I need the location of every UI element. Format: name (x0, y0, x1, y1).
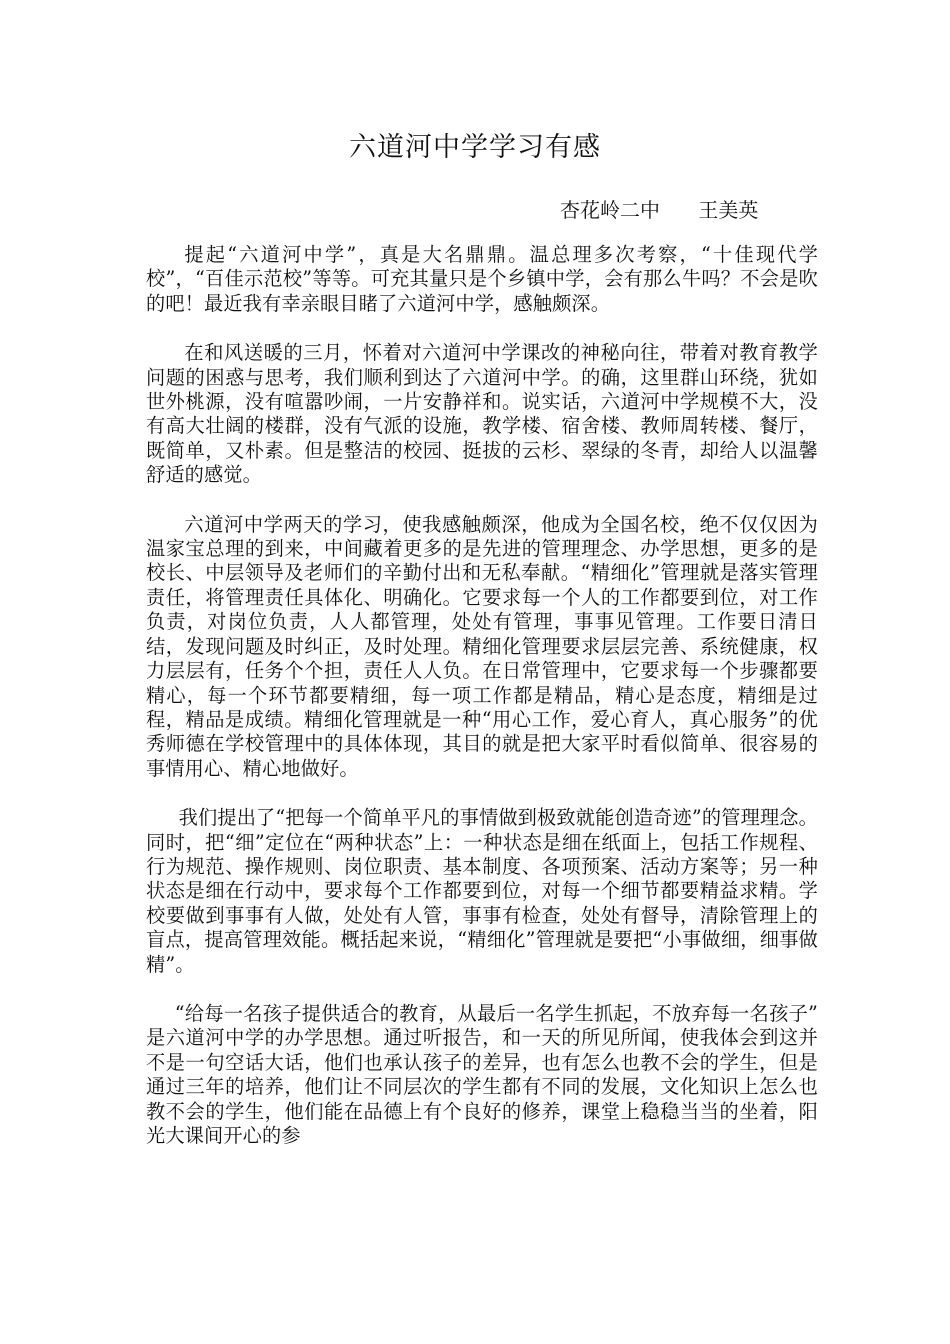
paragraph: 六道河中学两天的学习，使我感触颇深，他成为全国名校，绝不仅仅因为温家宝总理的到来，中间藏着更多的是先进的管理理念、办学思想，更多的是校长、中层领导及老师们的辛勤付出和无私奉献。“精细化”管理就是落实管理责任，将管理责任具体化、明确化。它要求每一个人的工作都要到位，对工作负责，对岗位负责，人人都管理，处处有管理，事事见管理。工作要日清日结，发现问题及时纠正，及时处理。精细化管理要求层层完善、系统健康，权力层层有，任务个个担，责任人人负。在日常管理中，它要求每一个步骤都要精心，每一个环节都要精细，每一项工作都是精品，精心是态度，精细是过程，精品是成绩。精细化管理就是一种“用心工作，爱心育人，真心服务”的优秀师德在学校管理中的具体体现，其目的就是把大家平时看似简单、很容易的事情用心、精心地做好。 (146, 512, 818, 780)
author-school: 杏花岭二中 (560, 198, 660, 222)
paragraph: 在和风送暖的三月，怀着对六道河中学课改的神秘向往，带着对教育教学问题的困惑与思考，我们顺利到达了六道河中学。的确，这里群山环绕，犹如世外桃源，没有喧嚣吵闹，一片安静祥和。说实话，六道河中学规模不大，没有高大壮阔的楼群，没有气派的设施，教学楼、宿舍楼、教师周转楼、餐厅，既简单，又朴素。但是整洁的校园、挺拔的云杉、翠绿的冬青，却给人以温馨舒适的感觉。 (146, 341, 818, 487)
author-name: 王美英 (698, 198, 759, 222)
paragraph: 提起“六道河中学”，真是大名鼎鼎。温总理多次考察，“十佳现代学校”，“百佳示范校”等等。可充其量只是个乡镇中学，会有那么牛吗？不会是吹的吧！最近我有幸亲眼目睹了六道河中学，感触颇深。 (146, 243, 818, 315)
paragraph: “给每一名孩子提供适合的教育，从最后一名学生抓起，不放弃每一名孩子” 是六道河中学的办学思想。通过听报告，和一天的所见所闻，使我体会到这并不是一句空话大话，他们也承认孩子的差异，也有怎么也教不会的学生，但是通过三年的培养，他们让不同层次的学生都有不同的发展，文化知识上怎么也教不会的学生，他们能在品德上有个良好的修养，课堂上稳稳当当的坐着，阳光大课间开心的参 (146, 1001, 818, 1147)
document-body (146, 243, 818, 1173)
byline (560, 195, 860, 225)
document-title: 六道河中学学习有感 (349, 132, 601, 163)
paragraph: 我们提出了“把每一个简单平凡的事情做到极致就能创造奇迹”的管理理念。同时，把“细”定位在“两种状态”上：一种状态是细在纸面上，包括工作规程、行为规范、操作规则、岗位职责、基本制度、各项预案、活动方案等；另一种状态是细在行动中，要求每个工作都要到位，对每一个细节都要精益求精。学校要做到事事有人做，处处有人管，事事有检查，处处有督导，清除管理上的盲点，提高管理效能。概括起来说，“精细化”管理就是要把“小事做细，细事做精”。 (146, 806, 818, 976)
